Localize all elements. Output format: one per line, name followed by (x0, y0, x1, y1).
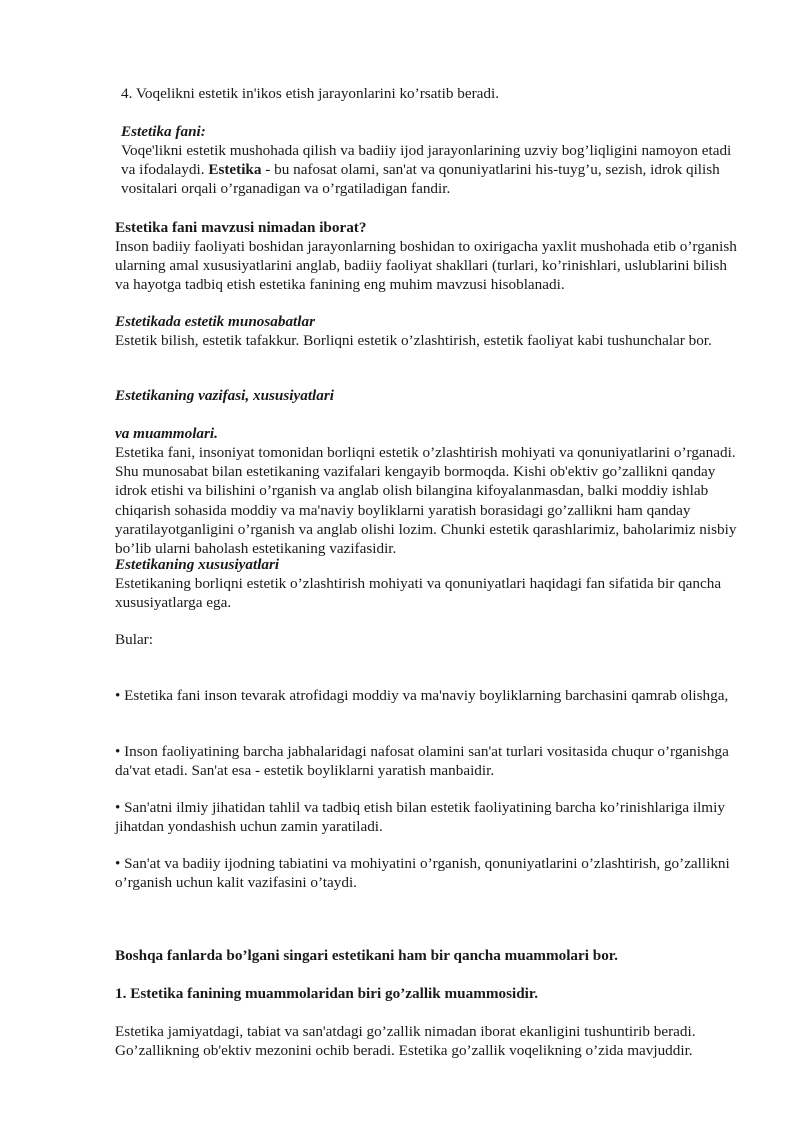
section-heading-estetika-fani: Estetika fani: (121, 123, 206, 140)
bullet-item: • San'at va badiiy ijodning tabiatini va mohiyatini o’rganish, qonuniyatlarini o’zlashtirish, go’zallikni o’rganish uchun kalit vazifasini o’taydi. (115, 855, 730, 892)
bular-label: Bular: (115, 631, 153, 648)
section-heading-munosabatlar: Estetikada estetik munosabatlar (115, 313, 315, 330)
list-item-4: 4. Voqelikni estetik in'ikos etish jarayonlarini ko’rsatib beradi. (121, 85, 499, 102)
paragraph-xususiyatlar: Estetikaning borliqni estetik o’zlashtirish mohiyati va qonuniyatlari haqidagi fan sifatida bir qancha xususiyatlarga ega. (115, 575, 722, 612)
heading-text: 1. Estetika fanining muammolaridan biri go’zallik muammosidir. (115, 985, 539, 1002)
section-heading-muammolari: va muammolari. (115, 425, 218, 442)
paragraph-vazifa: Estetika fani, insoniyat tomonidan borliqni estetik o’zlashtirish mohiyati va qonuniyatlarini o’rganadi. Shu munosabat bilan estetikaning vazifalari kengayib bormoqda. Kishi ob'ektiv go’zallikni qanday idrok etishi va bilishini o’rganish va anglab olish bilangina kifoyalanmasdan, balki moddiy ishlab chiqarish sohasida moddiy va ma'naviy boyliklarni yaratish borasidagi go’zallikni ham qanday yaratilayotganligini o’rganish va anglab olishi lozim. Chunki estetik qarashlarimiz, baholarimiz nisbiy bo’lib ularni baholash estetikaning vazifasidir. (115, 444, 737, 558)
heading-text: Estetika fani mavzusi nimadan iborat? (115, 219, 367, 236)
section-subheading-gozallik (115, 984, 745, 1003)
paragraph-estetika-fani (121, 141, 745, 199)
paragraph-mavzu: Inson badiiy faoliyati boshidan jarayonlarning boshidan to oxirigacha yaxlit mushohada etib o’rganish ularning amal xususiyatlarini anglab, badiiy faoliyat shakllari (turlari, ko’rinishlari, uslublarini bilish va hayotga tadbiq etish estetika fanining eng muhim mavzusi hisoblanadi. (115, 238, 737, 294)
section-heading-muammolar (115, 946, 745, 965)
section-heading-xususiyatlar: Estetikaning xususiyatlari (115, 556, 280, 573)
paragraph-munosabatlar: Estetik bilish, estetik tafakkur. Borliqni estetik o’zlashtirish, estetik faoliyat kabi tushunchalar bor. (115, 332, 712, 349)
section-heading-vazifa: Estetikaning vazifasi, xususiyatlari (115, 387, 334, 404)
paragraph-gozallik: Estetika jamiyatdagi, tabiat va san'atdagi go’zallik nimadan iborat ekanligini tushuntirib beradi. Go’zallikning ob'ektiv mezonini ochib beradi. Estetika go’zallik voqelikning o’zida mavjuddir. (115, 1023, 696, 1060)
paragraph-text: Voqe'likni estetik mushohada qilish va badiiy ijod jarayonlarining uzviy bog’liqligini namoyon etadi va ifodalaydi. (121, 142, 732, 179)
bold-term: Estetika (208, 161, 262, 179)
heading-text: Boshqa fanlarda bo’lgani singari estetikani ham bir qancha muammolari bor. (115, 947, 618, 964)
bullet-item: • San'atni ilmiy jihatidan tahlil va tadbiq etish bilan estetik faoliyatining barcha ko’rinishlariga ilmiy jihatdan yondashish uchun zamin yaratiladi. (115, 799, 725, 836)
paragraph-text: - bu nafosat olami, san'at va qonuniyatlarini his-tuyg’u, sezish, idrok qilish vositalari orqali o’rganadigan va o’rgatiladigan fandir. (121, 161, 720, 198)
bullet-item: • Estetika fani inson tevarak atrofidagi moddiy va ma'naviy boyliklarning barchasini qamrab olishga, (115, 687, 729, 704)
bullet-item: • Inson faoliyatining barcha jabhalaridagi nafosat olamini san'at turlari vositasida chuqur o’rganishga da'vat etadi. San'at esa - estetik boyliklarni yaratish manbaidir. (115, 743, 729, 780)
section-heading-mavzu (115, 218, 745, 237)
